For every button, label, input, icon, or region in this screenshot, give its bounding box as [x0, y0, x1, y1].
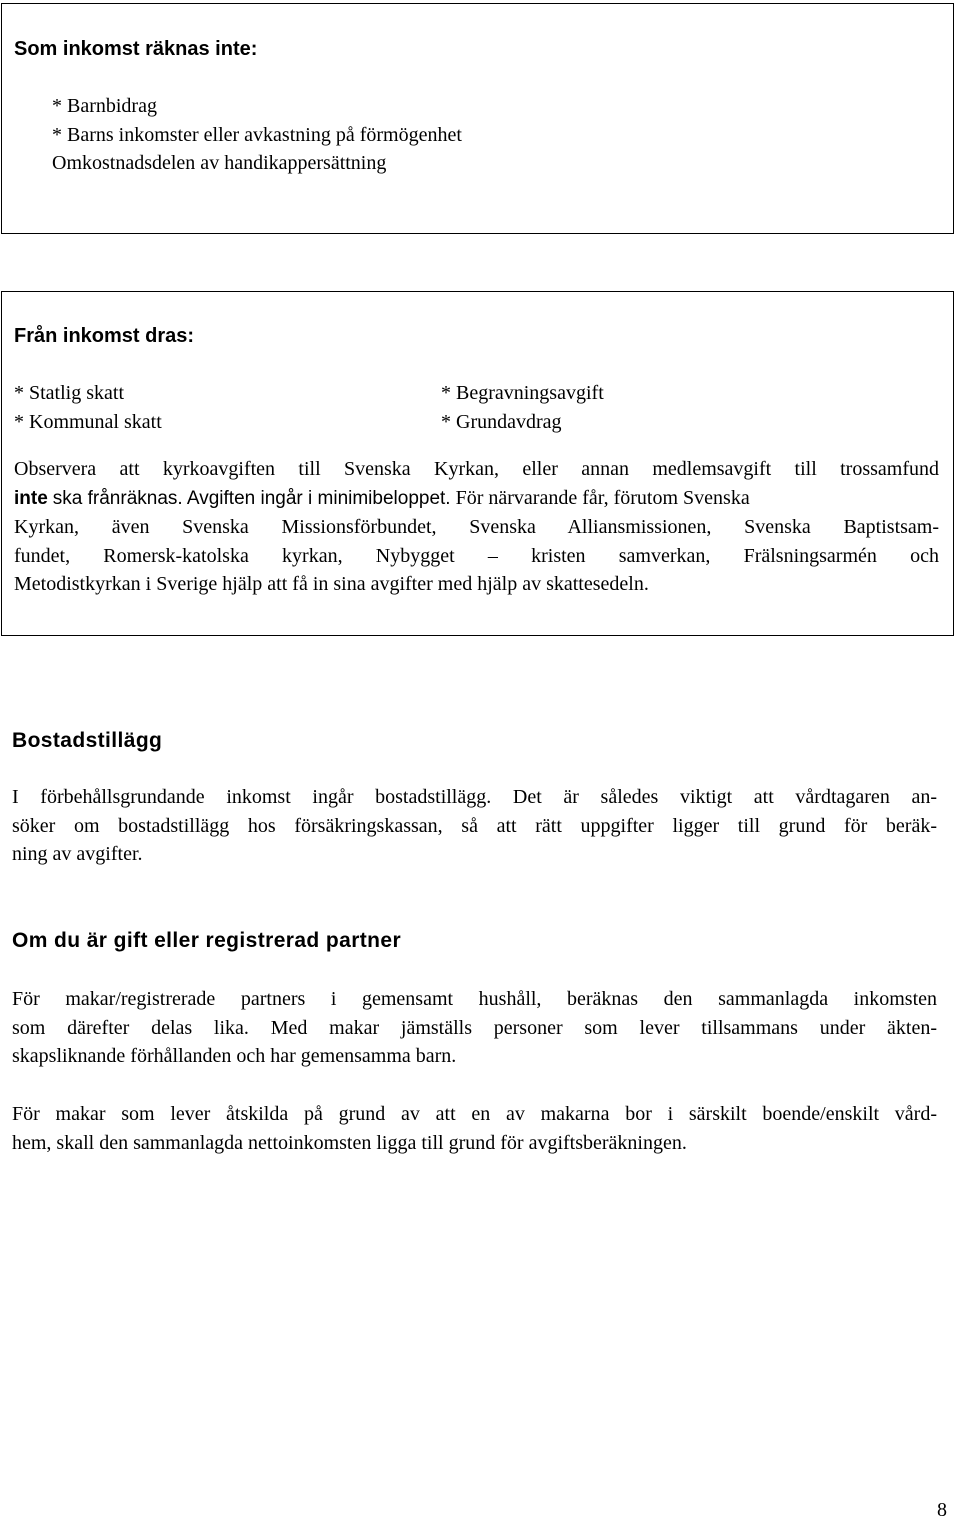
married-paragraph-1	[12, 985, 937, 1071]
list-item: * Barns inkomster eller avkastning på förmögenhet	[52, 123, 462, 146]
section-heading-bostadstillagg: Bostadstillägg	[12, 729, 163, 752]
section-heading-married: Om du är gift eller registrerad partner	[12, 929, 402, 952]
list-item: * Begravningsavgift	[441, 382, 604, 404]
paragraph-line: fundet, Romersk-katolska kyrkan, Nybygget – kristen samverkan, Frälsningsarmén och	[14, 544, 939, 567]
excluded-income-box	[1, 3, 954, 234]
paragraph-line: Observera att kyrkoavgiften till Svenska Kyrkan, eller annan medlemsavgift till trossamfund	[14, 458, 939, 480]
paragraph-line: söker om bostadstillägg hos försäkringskassan, så att rätt uppgifter ligger till grund för beräk-	[12, 814, 937, 837]
paragraph-fragment: ska frånräknas. Avgiften ingår i minimibeloppet.	[52, 487, 451, 509]
paragraph-line: Kyrkan, även Svenska Missionsförbundet, Svenska Alliansmissionen, Svenska Baptistsam-	[14, 516, 939, 538]
bostad-paragraph	[12, 783, 937, 869]
paragraph-line: För makar/registrerade partners i gemensamt hushåll, beräknas den sammanlagda inkomsten	[12, 988, 937, 1010]
excluded-income-title: Som inkomst räknas inte:	[14, 38, 258, 60]
list-item: * Statlig skatt	[14, 382, 124, 404]
list-item: * Grundavdrag	[441, 410, 562, 433]
paragraph-line: För makar som lever åtskilda på grund av att en av makarna bor i särskilt boende/enskilt vård-	[12, 1103, 937, 1125]
paragraph-line: hem, skall den sammanlagda nettoinkomsten ligga till grund för avgiftsberäkningen.	[12, 1131, 687, 1154]
bold-word: inte	[14, 487, 48, 509]
list-item: Omkostnadsdelen av handikappersättning	[52, 152, 387, 174]
list-item: * Kommunal skatt	[14, 410, 162, 433]
paragraph-line: ning av avgifter.	[12, 843, 143, 865]
excluded-income-list	[52, 92, 462, 178]
paragraph-line: I förbehållsgrundande inkomst ingår bostadstillägg. Det är således viktigt att vårdtagaren an-	[12, 786, 937, 808]
page-number: 8	[937, 1499, 947, 1521]
list-item: * Barnbidrag	[52, 95, 157, 117]
deductions-title: Från inkomst dras:	[14, 325, 195, 347]
paragraph-line: som därefter delas lika. Med makar jämställs personer som lever tillsammans under äkten-	[12, 1016, 937, 1039]
deductions-box	[1, 291, 954, 636]
deductions-paragraph	[14, 455, 939, 599]
deductions-list-right	[441, 379, 604, 436]
paragraph-line: skapsliknande förhållanden och har gemensamma barn.	[12, 1045, 457, 1067]
paragraph-fragment: För närvarande får, förutom Svenska	[455, 486, 750, 509]
married-paragraph-2	[12, 1100, 937, 1157]
paragraph-line: Metodistkyrkan i Sverige hjälp att få in sina avgifter med hjälp av skattesedeln.	[14, 573, 649, 595]
deductions-list-left	[14, 379, 162, 436]
paragraph-line	[14, 484, 939, 514]
